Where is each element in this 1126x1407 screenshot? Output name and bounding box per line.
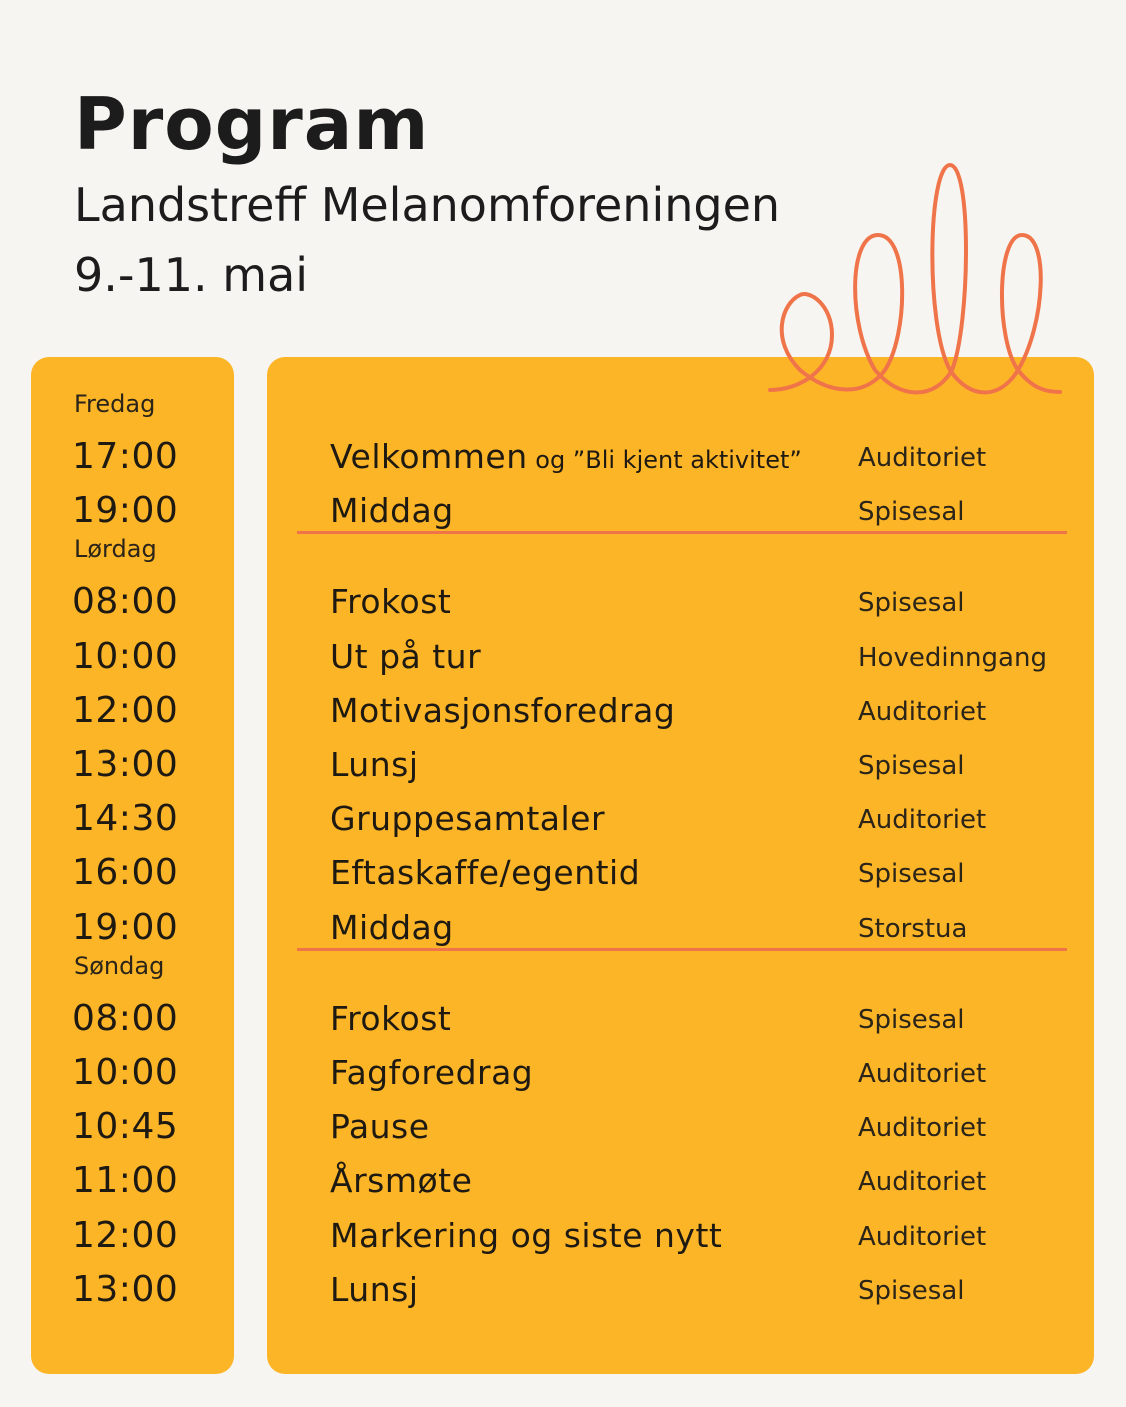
event-location: Hovedinngang [858,642,1047,673]
event-time: 08:00 [72,581,179,623]
event-title: Lunsj [330,1269,419,1309]
event-subtitle: Landstreff Melanomforeningen [74,178,781,232]
event-title: Gruppesamtaler [330,799,606,839]
section-divider [297,948,1067,951]
event-time: 12:00 [72,1214,179,1256]
event-location: Spisesal [858,751,965,781]
event-name [330,491,454,531]
section-divider [297,531,1067,534]
event-name [330,636,482,676]
event-title: Velkommen [330,437,528,476]
event-title: Frokost [330,998,452,1038]
event-title: Lunsj [330,745,419,784]
event-time: 13:00 [72,1268,179,1310]
event-location: Spisesal [858,1004,965,1035]
day-label: Fredag [74,390,156,418]
event-title: Markering og siste nytt [330,1215,723,1255]
event-location: Spisesal [858,497,965,528]
event-dates: 9.-11. mai [74,248,309,302]
event-title: Frokost [330,582,452,622]
event-time: 17:00 [72,436,179,477]
loops-icon [760,155,1070,405]
day-label: Lørdag [74,535,157,564]
event-name [330,1161,473,1201]
event-time: 10:45 [72,1106,179,1148]
event-location: Storstua [858,913,968,944]
event-name [330,907,454,947]
event-name [330,799,606,839]
page-title: Program [74,82,430,166]
event-name [330,437,802,476]
event-name [330,1269,419,1309]
event-time: 14:30 [72,798,179,840]
event-location: Auditoriet [858,696,987,727]
event-title: Pause [330,1107,430,1147]
event-name [330,1215,723,1255]
event-title: Eftaskaffe/egentid [330,853,641,893]
event-name [330,690,676,730]
event-location: Auditoriet [858,1059,987,1089]
event-name [330,1107,430,1147]
event-extra: og ”Bli kjent aktivitet” [527,446,802,474]
event-location: Spisesal [858,859,965,890]
event-location: Auditoriet [858,1221,987,1252]
event-location: Spisesal [858,588,965,619]
event-time: 19:00 [72,906,179,948]
event-time: 10:00 [72,1052,179,1093]
event-title: Motivasjonsforedrag [330,690,676,730]
event-name [330,998,452,1038]
event-name [330,1053,534,1092]
event-title: Ut på tur [330,636,482,676]
event-time: 13:00 [72,744,179,785]
day-label: Søndag [74,951,165,980]
event-time: 10:00 [72,635,179,677]
event-time: 16:00 [72,852,179,894]
event-title: Middag [330,907,454,947]
event-location: Auditoriet [858,1167,987,1198]
event-title: Årsmøte [330,1161,473,1201]
event-name [330,745,419,784]
event-location: Auditoriet [858,805,987,836]
event-name [330,853,641,893]
event-location: Spisesal [858,1275,965,1306]
event-title: Middag [330,491,454,531]
event-time: 12:00 [72,689,179,731]
event-location: Auditoriet [858,443,987,473]
event-name [330,582,452,622]
event-time: 11:00 [72,1160,179,1202]
event-location: Auditoriet [858,1113,987,1144]
event-title: Fagforedrag [330,1053,534,1092]
event-time: 19:00 [72,490,179,532]
event-time: 08:00 [72,997,179,1039]
